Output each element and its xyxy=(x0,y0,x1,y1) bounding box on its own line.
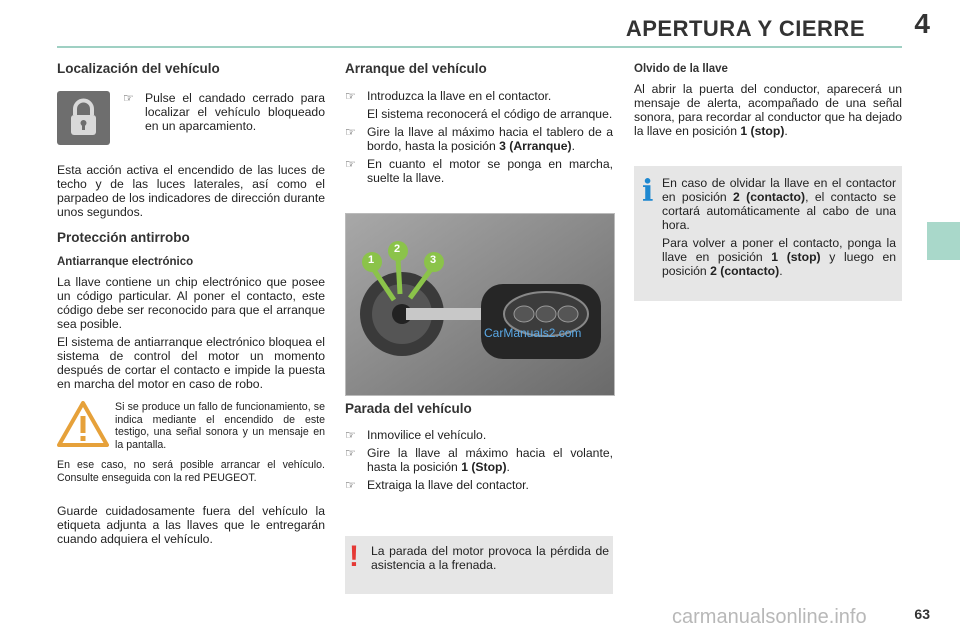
start-bullet-2: ☞ Gire la llave al máximo hacia el tablero de a bordo, hasta la posición 3 (Arranque). xyxy=(345,125,613,153)
stop-bullet-2-bold: 1 (Stop) xyxy=(461,460,507,474)
locate-block xyxy=(123,91,325,149)
start-bullet-2-text: Gire la llave al máximo hacia el tablero de a bordo, hasta la posición xyxy=(367,125,613,153)
info-icon: i xyxy=(642,174,654,209)
stop-bullet-1-text: Inmovilice el vehículo. xyxy=(367,428,487,442)
heading-olvido: Olvido de la llave xyxy=(634,63,728,75)
hand-pointer-icon: ☞ xyxy=(345,428,356,442)
info-bold-2b: 2 (contacto) xyxy=(710,264,780,278)
stop-bullet-2: ☞ Gire la llave al máximo hacia el volante, hasta la posición 1 (Stop). xyxy=(345,446,613,474)
info-text-2a: Para volver a poner el contacto, ponga la llave en posición xyxy=(662,236,896,264)
middle-column-stop xyxy=(345,402,613,496)
info-box xyxy=(634,166,902,301)
warning-text: Si se produce un fallo de funcionamiento, se indica mediante el encendido de este testigo, una señal sonora y un mensaje en la pantalla. xyxy=(115,401,325,451)
hand-pointer-icon: ☞ xyxy=(345,125,356,139)
stop-bullet-2-text: Gire la llave al máximo hacia el volante, hasta la posición xyxy=(367,446,613,474)
info-text-2b: y luego en posición xyxy=(662,250,897,278)
hand-pointer-icon: ☞ xyxy=(345,478,356,492)
padlock-icon xyxy=(57,91,110,145)
hand-pointer-icon: ☞ xyxy=(345,89,356,103)
middle-column xyxy=(345,62,613,189)
final-paragraph: Guarde cuidadosamente fuera del vehículo la etiqueta adjunta a las llaves que le entregarán cuando adquiera el vehículo. xyxy=(57,504,325,546)
right-column xyxy=(634,62,902,142)
photo-label-2: 2 xyxy=(394,243,401,255)
header-line xyxy=(57,46,902,48)
warning-box xyxy=(345,536,613,594)
footer-watermark: carmanualsonline.info xyxy=(672,606,867,628)
warning-triangle-icon xyxy=(57,401,115,455)
info-text-1a: En caso de olvidar la llave en el contactor en posición xyxy=(662,176,896,204)
locate-bullet: Pulse el candado cerrado para localizar el vehículo bloqueado en un aparcamiento. xyxy=(145,91,325,133)
start-bullet-1 xyxy=(345,89,613,103)
photo-watermark: CarManuals2.com xyxy=(484,326,582,340)
warning-text-2: En ese caso, no será posible arrancar el vehículo. Consulte enseguida con la red PEUGEOT. xyxy=(57,459,325,484)
hand-pointer-icon: ☞ xyxy=(123,91,134,105)
page-number: 63 xyxy=(914,606,930,622)
key-ignition-photo xyxy=(345,213,615,396)
hand-pointer-icon: ☞ xyxy=(345,157,356,171)
stop-bullet-3 xyxy=(345,478,613,492)
info-paragraph-1 xyxy=(662,176,896,232)
exclamation-icon: ! xyxy=(349,540,359,573)
warning-box-text: La parada del motor provoca la pérdida de asistencia a la frenada. xyxy=(371,544,609,572)
page-title: APERTURA Y CIERRE xyxy=(625,16,865,41)
start-bullet-3 xyxy=(345,157,613,185)
forgot-bold: 1 (stop) xyxy=(740,124,785,138)
chapter-tab[interactable] xyxy=(927,222,960,260)
info-bold-1: 2 (contacto) xyxy=(733,190,806,204)
immob-paragraph-1: La llave contiene un chip electrónico que posee un código particular. Al poner el contacto, este código debe ser reconocido para que el arranque sea posible. xyxy=(57,275,325,331)
start-bullet-1-text: Introduzca la llave en el contactor. xyxy=(367,89,552,103)
heading-parada: Parada del vehículo xyxy=(345,401,472,416)
heading-proteccion: Protección antirrobo xyxy=(57,230,190,245)
locate-paragraph: Esta acción activa el encendido de las luces de techo y de las luces laterales, así como el parpadeo de los indicadores de dirección durante unos segundos. xyxy=(57,163,325,219)
immob-paragraph-2: El sistema de antiarranque electrónico bloquea el sistema de control del motor un momento después de cortar el contacto e impide la puesta en marcha del motor en caso de robo. xyxy=(57,335,325,391)
forgot-text: Al abrir la puerta del conductor, aparecerá un mensaje de alerta, acompañado de una señal sonora, para recordar al conductor que ha dejado la llave en posición xyxy=(634,82,902,138)
warning-block xyxy=(57,401,325,455)
info-bold-2a: 1 (stop) xyxy=(771,250,821,264)
photo-label-3: 3 xyxy=(430,254,437,266)
hand-pointer-icon: ☞ xyxy=(345,446,356,460)
start-bullet-3-text: En cuanto el motor se ponga en marcha, suelte la llave. xyxy=(367,157,613,185)
subheading-antiarranque: Antiarranque electrónico xyxy=(57,256,194,268)
heading-localizacion: Localización del vehículo xyxy=(57,61,220,76)
info-paragraph-2: Para volver a poner el contacto, ponga la llave en posición 1 (stop) y luego en posición 2 (contacto). xyxy=(662,236,897,278)
forgot-paragraph: Al abrir la puerta del conductor, aparecerá un mensaje de alerta, acompañado de una señal sonora, para recordar al conductor que ha dejado la llave en posición 1 (stop). xyxy=(634,82,902,138)
photo-label-1: 1 xyxy=(368,254,375,266)
stop-bullet-3-text: Extraiga la llave del contactor. xyxy=(367,478,529,492)
start-bullet-1-sub: El sistema reconocerá el código de arranque. xyxy=(367,107,613,121)
start-bullet-2-bold: 3 (Arranque) xyxy=(499,139,572,153)
info-text-1b: , el contacto se cortará automáticamente al cabo de una hora. xyxy=(662,190,896,232)
chapter-number: 4 xyxy=(914,8,930,39)
heading-arranque: Arranque del vehículo xyxy=(345,61,487,76)
stop-bullet-1 xyxy=(345,428,613,442)
